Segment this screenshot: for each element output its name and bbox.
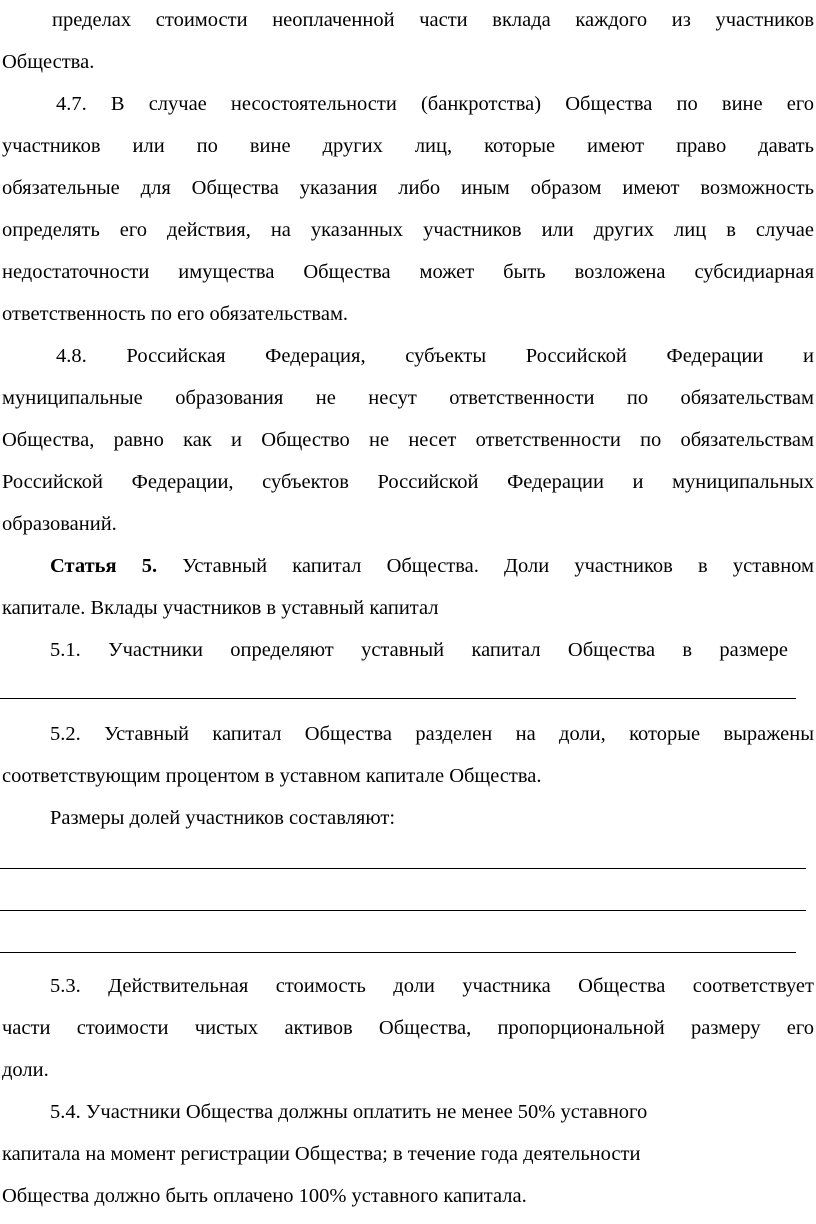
text-line: образований. (2, 513, 117, 535)
paragraph-4-8-start: 4.8. Российская Федерация, субъекты Российской Федерации и (56, 345, 814, 367)
text-line: муниципальные образования не несут ответственности по обязательствам (2, 387, 814, 409)
text-line: Общества должно быть оплачено 100% уставного капитала. (2, 1185, 527, 1207)
article-5-heading-cont: капитале. Вклады участников в уставный капитал (2, 597, 439, 619)
paragraph-5-2-start: 5.2. Уставный капитал Общества разделен на доли, которые выражены (50, 723, 814, 745)
shares-label: Размеры долей участников составляют: (50, 807, 396, 829)
text-line: Общества. (2, 51, 95, 73)
text-line: доли. (2, 1059, 49, 1081)
text-line: участников или по вине других лиц, которые имеют право давать (2, 135, 814, 157)
blank-fill-line[interactable] (0, 952, 796, 953)
text-line: Российской Федерации, субъектов Российской Федерации и муниципальных (2, 471, 814, 493)
article-5-heading (50, 548, 814, 584)
article-number: Статья 5. (50, 555, 158, 577)
text-line: недостаточности имущества Общества может быть возложена субсидиарная (2, 261, 814, 283)
paragraph-5-3-start: 5.3. Действительная стоимость доли участника Общества соответствует (50, 975, 814, 997)
text-line: Общества, равно как и Общество не несет ответственности по обязательствам (2, 429, 814, 451)
paragraph-5-1: 5.1. Участники определяют уставный капитал Общества в размере (50, 639, 788, 661)
blank-fill-line[interactable] (0, 868, 806, 869)
text-line: ответственность по его обязательствам. (2, 303, 349, 325)
blank-fill-line[interactable] (0, 910, 806, 911)
text-line: соответствующим процентом в уставном капитале Общества. (2, 765, 542, 787)
text-line: определять его действия, на указанных участников или других лиц в случае (2, 219, 814, 241)
paragraph-5-4-start: 5.4. Участники Общества должны оплатить не менее 50% уставного (50, 1101, 648, 1123)
article-title: Уставный капитал Общества. Доли участников в уставном (182, 555, 814, 577)
text-line: капитала на момент регистрации Общества; в течение года деятельности (2, 1143, 641, 1165)
text-line: обязательные для Общества указания либо иным образом имеют возможность (2, 177, 814, 199)
text-line: части стоимости чистых активов Общества, пропорциональной размеру его (2, 1017, 814, 1039)
paragraph-4-7-start: 4.7. В случае несостоятельности (банкротства) Общества по вине его (56, 93, 814, 115)
blank-fill-line[interactable] (0, 698, 796, 699)
text-line: пределах стоимости неоплаченной части вклада каждого из участников (52, 9, 814, 31)
